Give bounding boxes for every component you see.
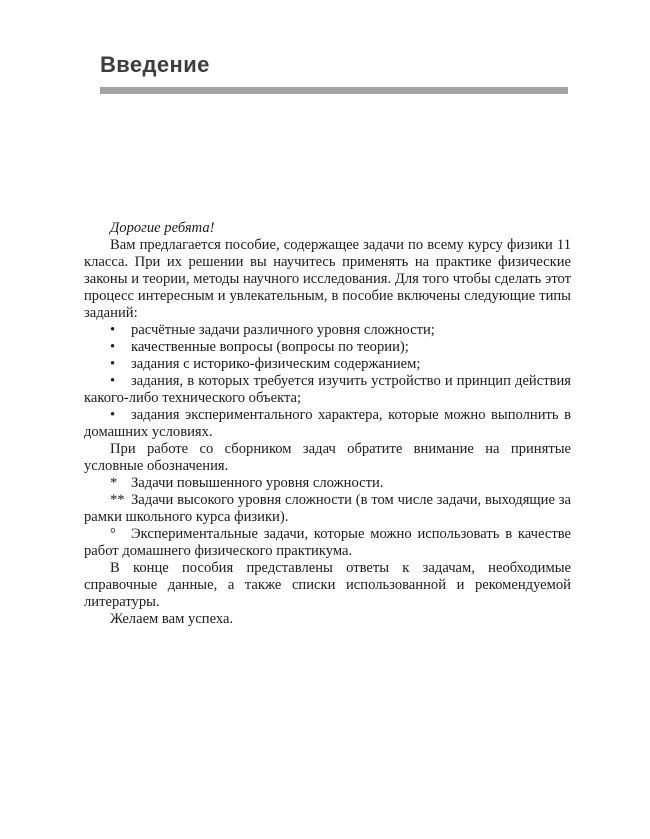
bullet-marker: • xyxy=(110,339,116,355)
list-item xyxy=(84,339,571,356)
notations-intro: При работе со сборником задач обратите внимание на принятые условные обозначения. xyxy=(84,441,571,474)
list-item xyxy=(84,407,571,441)
text-block xyxy=(84,220,571,628)
closing-paragraph: В конце пособия представлены ответы к задачам, необходимые справочные данные, а также списки использованной и рекомендуемой литературы. xyxy=(84,560,571,610)
bullet-marker: • xyxy=(110,373,116,389)
notation-text: Задачи повышенного уровня сложности. xyxy=(131,475,384,491)
chapter-header xyxy=(100,52,568,94)
bullet-marker: • xyxy=(110,356,116,372)
list-item-text: расчётные задачи различного уровня сложности; xyxy=(131,322,435,338)
list-item xyxy=(84,373,571,407)
notation-marker: ° xyxy=(110,526,116,542)
list-item-text: задания экспериментального характера, которые можно выполнить в домашних условиях. xyxy=(84,407,571,440)
notation-item xyxy=(84,526,571,560)
notation-text: Задачи высокого уровня сложности (в том числе задачи, выходящие за рамки школьного курса физики). xyxy=(84,492,571,525)
list-item-text: задания, в которых требуется изучить устройство и принцип действия какого-либо технического объекта; xyxy=(84,373,571,406)
list-item xyxy=(84,356,571,373)
notation-item xyxy=(84,492,571,526)
notation-marker: ** xyxy=(110,492,125,508)
title-underline-bar xyxy=(100,87,568,94)
notation-text: Экспериментальные задачи, которые можно использовать в качестве работ домашнего физического практикума. xyxy=(84,526,571,559)
intro-paragraph: Вам предлагается пособие, содержащее задачи по всему курсу физики 11 класса. При их решении вы научитесь применять на практике физические законы и теории, методы научного исследования. Для того чтобы сделать этот процесс интересным и увлекательным, в пособие включены следующие типы заданий: xyxy=(84,237,571,321)
notation-marker: * xyxy=(110,475,118,491)
farewell: Желаем вам успеха. xyxy=(110,611,234,627)
bullet-marker: • xyxy=(110,407,116,423)
chapter-title: Введение xyxy=(100,52,210,77)
salutation: Дорогие ребята! xyxy=(110,220,215,236)
list-item-text: качественные вопросы (вопросы по теории); xyxy=(131,339,409,355)
list-item-text: задания с историко-физическим содержанием; xyxy=(131,356,421,372)
notation-item xyxy=(84,475,571,492)
list-item xyxy=(84,322,571,339)
bullet-marker: • xyxy=(110,322,116,338)
